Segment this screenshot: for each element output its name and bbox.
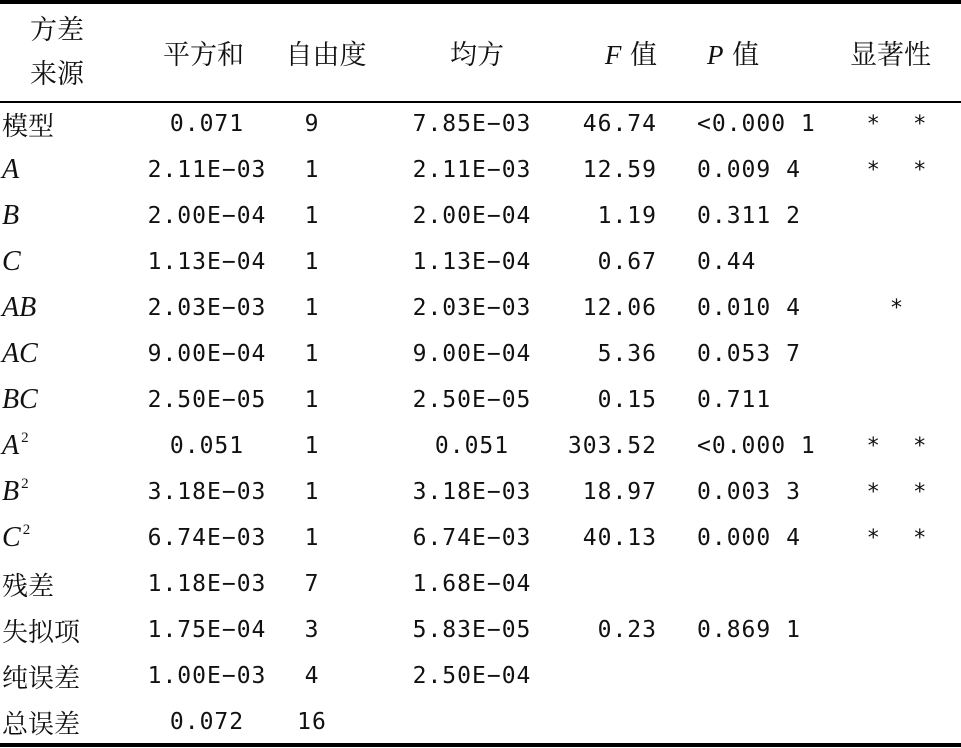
- cell-significance: [842, 285, 961, 331]
- header-significance: 显著性: [850, 40, 931, 71]
- cell-p-value: [667, 377, 842, 423]
- cell-source: [0, 193, 110, 239]
- cell-sum-of-squares-text: 6.74E−03: [147, 525, 267, 551]
- cell-f-value-text: 5.36: [597, 341, 657, 367]
- cell-p-value-text: 0.053 7: [697, 341, 801, 367]
- cell-source-superscript: 2: [21, 476, 29, 492]
- cell-significance: [842, 653, 961, 699]
- cell-sum-of-squares: [110, 101, 280, 147]
- cell-degrees-of-freedom-text: 7: [304, 571, 320, 597]
- cell-degrees-of-freedom: [280, 147, 372, 193]
- cell-sum-of-squares-text: 9.00E−04: [147, 341, 267, 367]
- cell-mean-square: [372, 653, 552, 699]
- cell-mean-square-text: 3.18E−03: [412, 479, 532, 505]
- cell-sum-of-squares: [110, 147, 280, 193]
- cell-source-text: B: [2, 476, 20, 507]
- cell-sum-of-squares-text: 1.13E−04: [147, 249, 267, 275]
- cell-f-value: [552, 285, 667, 331]
- cell-source-text: A: [2, 154, 20, 185]
- cell-sum-of-squares-text: 0.071: [169, 111, 245, 137]
- cell-source: [0, 147, 110, 193]
- cell-sum-of-squares-text: 2.11E−03: [147, 157, 267, 183]
- cell-p-value: [667, 653, 842, 699]
- cell-degrees-of-freedom-text: 1: [304, 249, 320, 275]
- cell-p-value: [667, 101, 842, 147]
- cell-significance-text: * *: [866, 157, 937, 183]
- cell-mean-square-text: 1.13E−04: [412, 249, 532, 275]
- cell-source: [0, 561, 110, 607]
- cell-f-value: [552, 423, 667, 469]
- cell-f-value: [552, 101, 667, 147]
- cell-degrees-of-freedom-text: 9: [304, 111, 320, 137]
- header-source-line1: 方差: [30, 14, 84, 46]
- cell-mean-square: [372, 515, 552, 561]
- cell-source-text: AC: [2, 338, 38, 369]
- cell-source-text: A: [2, 430, 20, 461]
- cell-p-value-text: 0.009 4: [697, 157, 801, 183]
- cell-p-value: [667, 239, 842, 285]
- cell-degrees-of-freedom: [280, 285, 372, 331]
- header-source-line2: 来源: [30, 58, 84, 90]
- cell-sum-of-squares: [110, 653, 280, 699]
- cell-significance: [842, 193, 961, 239]
- cell-significance: [842, 377, 961, 423]
- cell-significance: [842, 147, 961, 193]
- cell-f-value: [552, 699, 667, 745]
- cell-degrees-of-freedom: [280, 193, 372, 239]
- cell-source-text: C: [2, 522, 21, 553]
- cell-degrees-of-freedom-text: 1: [304, 341, 320, 367]
- cell-source: [0, 239, 110, 285]
- cell-mean-square-text: 2.03E−03: [412, 295, 532, 321]
- cell-sum-of-squares: [110, 285, 280, 331]
- cell-f-value: [552, 653, 667, 699]
- cell-p-value: [667, 561, 842, 607]
- cell-source: [0, 101, 110, 147]
- cell-degrees-of-freedom: [280, 101, 372, 147]
- cell-p-value: [667, 285, 842, 331]
- cell-source-text: 失拟项: [2, 617, 81, 648]
- cell-mean-square-text: 7.85E−03: [412, 111, 532, 137]
- cell-p-value-text: 0.311 2: [697, 203, 801, 229]
- cell-sum-of-squares-text: 1.75E−04: [147, 617, 267, 643]
- cell-degrees-of-freedom: [280, 423, 372, 469]
- cell-source-text: BC: [2, 384, 38, 415]
- cell-degrees-of-freedom: [280, 515, 372, 561]
- cell-sum-of-squares-text: 2.00E−04: [147, 203, 267, 229]
- cell-degrees-of-freedom: [280, 561, 372, 607]
- cell-sum-of-squares-text: 1.00E−03: [147, 663, 267, 689]
- cell-sum-of-squares: [110, 561, 280, 607]
- cell-p-value: [667, 515, 842, 561]
- table-row: [0, 239, 961, 285]
- cell-f-value: [552, 607, 667, 653]
- cell-degrees-of-freedom: [280, 607, 372, 653]
- table-row: [0, 285, 961, 331]
- header-sum-of-squares: 平方和: [163, 40, 244, 71]
- cell-p-value: [667, 331, 842, 377]
- cell-mean-square-text: 5.83E−05: [412, 617, 532, 643]
- cell-sum-of-squares-text: 2.03E−03: [147, 295, 267, 321]
- cell-f-value-text: 12.06: [582, 295, 657, 321]
- table-row: [0, 147, 961, 193]
- cell-p-value: [667, 699, 842, 745]
- cell-significance: [842, 331, 961, 377]
- table-row: [0, 561, 961, 607]
- cell-sum-of-squares-text: 0.051: [169, 433, 245, 459]
- cell-significance: [842, 699, 961, 745]
- table-row: [0, 193, 961, 239]
- cell-sum-of-squares-text: 1.18E−03: [147, 571, 267, 597]
- cell-degrees-of-freedom: [280, 699, 372, 745]
- cell-source-superscript: 2: [21, 430, 29, 446]
- cell-significance: [842, 515, 961, 561]
- cell-source: [0, 469, 110, 515]
- cell-f-value: [552, 469, 667, 515]
- cell-degrees-of-freedom: [280, 469, 372, 515]
- cell-significance-text: * *: [866, 525, 937, 551]
- header-source: [0, 4, 110, 101]
- cell-sum-of-squares: [110, 239, 280, 285]
- cell-p-value: [667, 193, 842, 239]
- cell-sum-of-squares: [110, 423, 280, 469]
- table-row: [0, 469, 961, 515]
- cell-sum-of-squares-text: 3.18E−03: [147, 479, 267, 505]
- cell-mean-square: [372, 239, 552, 285]
- cell-significance: [842, 607, 961, 653]
- cell-degrees-of-freedom-text: 1: [304, 387, 320, 413]
- cell-sum-of-squares-text: 2.50E−05: [147, 387, 267, 413]
- cell-significance-text: * *: [866, 111, 937, 137]
- cell-f-value: [552, 515, 667, 561]
- cell-degrees-of-freedom-text: 1: [304, 433, 320, 459]
- cell-f-value-text: 1.19: [597, 203, 657, 229]
- cell-degrees-of-freedom-text: 1: [304, 203, 320, 229]
- cell-mean-square: [372, 469, 552, 515]
- cell-degrees-of-freedom: [280, 239, 372, 285]
- cell-mean-square: [372, 101, 552, 147]
- cell-significance-text: * *: [866, 433, 937, 459]
- cell-p-value-text: 0.000 4: [697, 525, 801, 551]
- cell-mean-square-text: 0.051: [434, 433, 510, 459]
- cell-source: [0, 285, 110, 331]
- cell-p-value: [667, 607, 842, 653]
- header-p-value: [667, 4, 842, 101]
- cell-f-value-text: 303.52: [567, 433, 657, 459]
- cell-mean-square: [372, 193, 552, 239]
- cell-source: [0, 331, 110, 377]
- cell-mean-square: [372, 377, 552, 423]
- cell-f-value-text: 0.67: [597, 249, 657, 275]
- cell-degrees-of-freedom-text: 1: [304, 157, 320, 183]
- cell-source: [0, 653, 110, 699]
- cell-mean-square: [372, 423, 552, 469]
- table-row: [0, 515, 961, 561]
- header-f-value: [552, 4, 667, 101]
- cell-sum-of-squares: [110, 607, 280, 653]
- cell-mean-square: [372, 561, 552, 607]
- table-row: [0, 699, 961, 745]
- cell-source: [0, 515, 110, 561]
- cell-degrees-of-freedom-text: 1: [304, 525, 320, 551]
- cell-mean-square: [372, 607, 552, 653]
- cell-source: [0, 423, 110, 469]
- cell-sum-of-squares: [110, 699, 280, 745]
- cell-degrees-of-freedom-text: 16: [297, 709, 327, 735]
- cell-mean-square: [372, 699, 552, 745]
- cell-source-superscript: 2: [22, 522, 31, 538]
- cell-p-value-text: 0.711: [697, 387, 772, 413]
- cell-sum-of-squares: [110, 469, 280, 515]
- header-row: [0, 4, 961, 101]
- cell-mean-square-text: 2.00E−04: [412, 203, 532, 229]
- header-p-suffix: 值: [723, 40, 760, 71]
- header-f-letter: F: [604, 40, 622, 70]
- header-p-letter: P: [707, 40, 724, 70]
- cell-mean-square-text: 2.50E−04: [412, 663, 532, 689]
- cell-p-value: [667, 147, 842, 193]
- cell-f-value: [552, 193, 667, 239]
- cell-f-value: [552, 331, 667, 377]
- cell-f-value-text: 18.97: [582, 479, 657, 505]
- cell-significance: [842, 469, 961, 515]
- cell-f-value: [552, 377, 667, 423]
- cell-degrees-of-freedom: [280, 331, 372, 377]
- table-row: [0, 607, 961, 653]
- table-body: [0, 101, 961, 745]
- cell-mean-square: [372, 285, 552, 331]
- table-row: [0, 331, 961, 377]
- cell-sum-of-squares: [110, 377, 280, 423]
- cell-sum-of-squares: [110, 193, 280, 239]
- cell-source: [0, 377, 110, 423]
- cell-mean-square: [372, 147, 552, 193]
- cell-significance-text: * *: [866, 479, 937, 505]
- cell-f-value: [552, 239, 667, 285]
- table-row: [0, 653, 961, 699]
- cell-degrees-of-freedom: [280, 653, 372, 699]
- cell-degrees-of-freedom: [280, 377, 372, 423]
- cell-source-text: 纯误差: [2, 663, 81, 694]
- anova-table: [0, 4, 961, 745]
- cell-p-value-text: 0.44: [697, 249, 757, 275]
- cell-p-value-text: 0.003 3: [697, 479, 801, 505]
- cell-f-value-text: 12.59: [582, 157, 657, 183]
- cell-f-value: [552, 147, 667, 193]
- cell-sum-of-squares-text: 0.072: [169, 709, 245, 735]
- cell-sum-of-squares: [110, 515, 280, 561]
- cell-f-value-text: 40.13: [582, 525, 657, 551]
- cell-mean-square-text: 6.74E−03: [412, 525, 532, 551]
- table-row: [0, 423, 961, 469]
- cell-p-value-text: 0.010 4: [697, 295, 801, 321]
- cell-mean-square-text: 1.68E−04: [412, 571, 532, 597]
- cell-source: [0, 607, 110, 653]
- cell-p-value: [667, 423, 842, 469]
- cell-source-text: 模型: [2, 111, 55, 142]
- cell-significance: [842, 423, 961, 469]
- cell-significance-text: *: [889, 295, 914, 321]
- table-row: [0, 377, 961, 423]
- cell-source: [0, 699, 110, 745]
- header-degrees-of-freedom: 自由度: [285, 40, 367, 71]
- cell-p-value-text: <0.000 1: [697, 111, 816, 137]
- table-row: [0, 101, 961, 147]
- cell-significance: [842, 561, 961, 607]
- cell-source-text: B: [2, 200, 20, 231]
- cell-degrees-of-freedom-text: 3: [304, 617, 320, 643]
- cell-mean-square-text: 2.11E−03: [412, 157, 532, 183]
- cell-f-value-text: 0.15: [597, 387, 657, 413]
- cell-significance: [842, 239, 961, 285]
- cell-sum-of-squares: [110, 331, 280, 377]
- cell-source-text: C: [2, 246, 21, 277]
- cell-mean-square: [372, 331, 552, 377]
- cell-f-value-text: 0.23: [597, 617, 657, 643]
- cell-source-text: AB: [2, 292, 37, 323]
- cell-p-value-text: <0.000 1: [697, 433, 816, 459]
- cell-degrees-of-freedom-text: 4: [304, 663, 320, 689]
- cell-source-text: 总误差: [2, 709, 81, 740]
- cell-p-value-text: 0.869 1: [697, 617, 801, 643]
- cell-mean-square-text: 2.50E−05: [412, 387, 532, 413]
- cell-f-value-text: 46.74: [582, 111, 657, 137]
- cell-significance: [842, 101, 961, 147]
- cell-degrees-of-freedom-text: 1: [304, 295, 320, 321]
- cell-degrees-of-freedom-text: 1: [304, 479, 320, 505]
- cell-source-text: 残差: [2, 571, 55, 602]
- header-f-suffix: 值: [621, 40, 657, 71]
- cell-p-value: [667, 469, 842, 515]
- header-mean-square: 均方: [450, 40, 504, 71]
- cell-f-value: [552, 561, 667, 607]
- cell-mean-square-text: 9.00E−04: [412, 341, 532, 367]
